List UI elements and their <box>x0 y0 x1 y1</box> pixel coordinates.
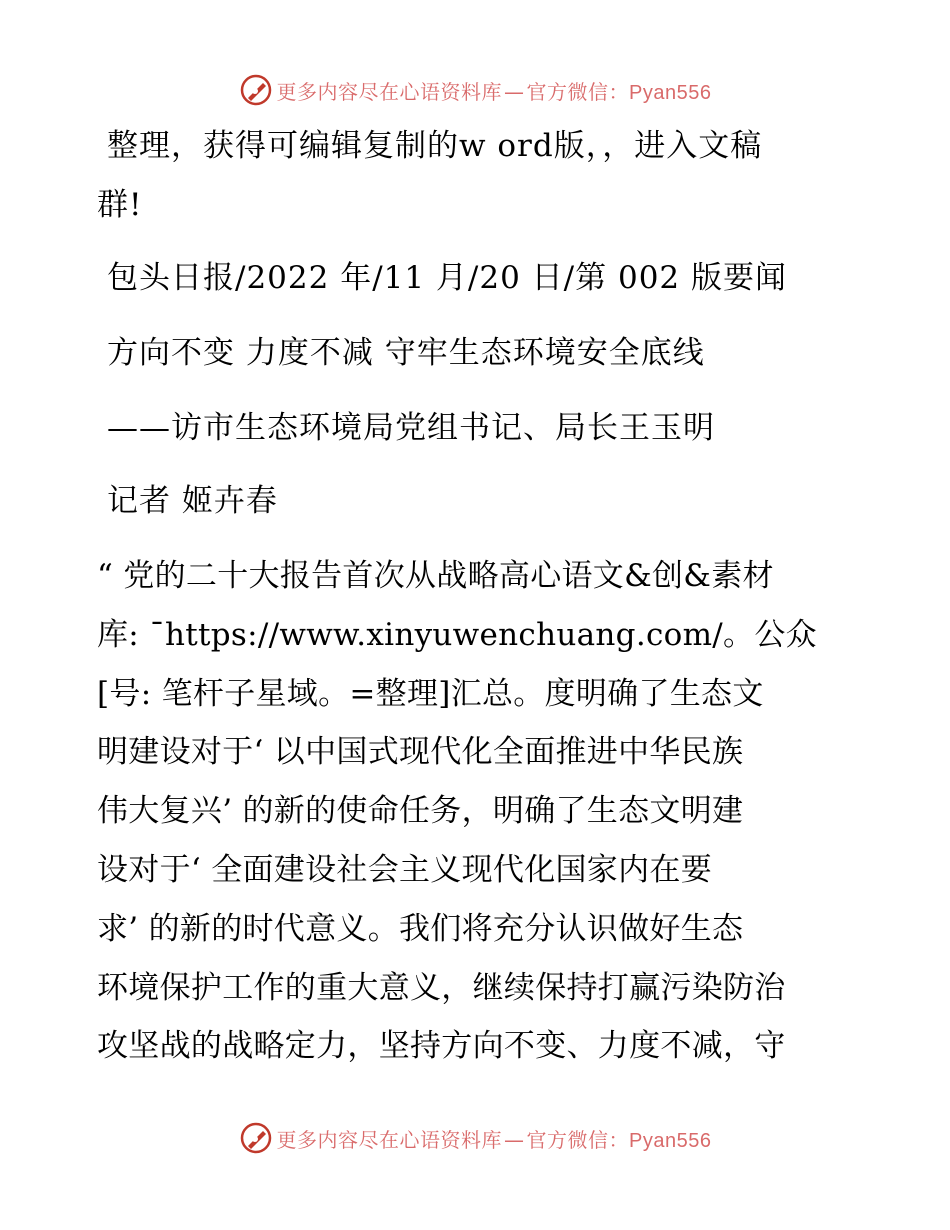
byline: 记者 姬卉春 <box>107 483 278 519</box>
article-title: 方向不变 力度不减 守牢生态环境安全底线 <box>107 335 705 371</box>
body-line: 求’ 的新的时代意义。我们将充分认识做好生态 <box>97 910 744 947</box>
pen-logo-icon <box>239 73 273 107</box>
body-line: 伟大复兴’ 的新的使命任务，明确了生态文明建 <box>97 793 744 830</box>
body-line: 库: ¯https://www.xinyuwenchuang.com/。公众 <box>97 616 817 653</box>
body-line: [号: 笔杆子星域。=整理]汇总。度明确了生态文 <box>97 675 764 712</box>
body-line: 设对于‘ 全面建设社会主义现代化国家内在要 <box>97 851 713 888</box>
header-line-1: 整理，获得可编辑复制的w ord版，，进入文稿 <box>107 128 763 164</box>
body-line: 攻坚战的战略定力，坚持方向不变、力度不减，守 <box>97 1028 786 1065</box>
watermark-banner-bottom <box>0 1118 950 1158</box>
watermark-banner-top <box>0 70 950 110</box>
body-line: 环境保护工作的重大意义，继续保持打赢污染防治 <box>97 969 786 1006</box>
body-line: “ 党的二十大报告首次从战略高心语文&创&素材 <box>97 558 774 594</box>
article-subtitle: ——访市生态环境局党组书记、局长王玉明 <box>107 410 715 446</box>
pen-logo-icon <box>239 1121 273 1155</box>
header-line-2: 群! <box>97 187 143 223</box>
article-body <box>97 547 857 1076</box>
body-line: 明建设对于‘ 以中国式现代化全面推进中华民族 <box>97 734 744 771</box>
watermark-text: 更多内容尽在心语资料库 — 官方微信：Pyan556 <box>276 1127 712 1152</box>
watermark-text: 更多内容尽在心语资料库 — 官方微信：Pyan556 <box>276 79 712 104</box>
source-line: 包头日报/2022 年/11 月/20 日/第 002 版要闻 <box>107 260 788 296</box>
